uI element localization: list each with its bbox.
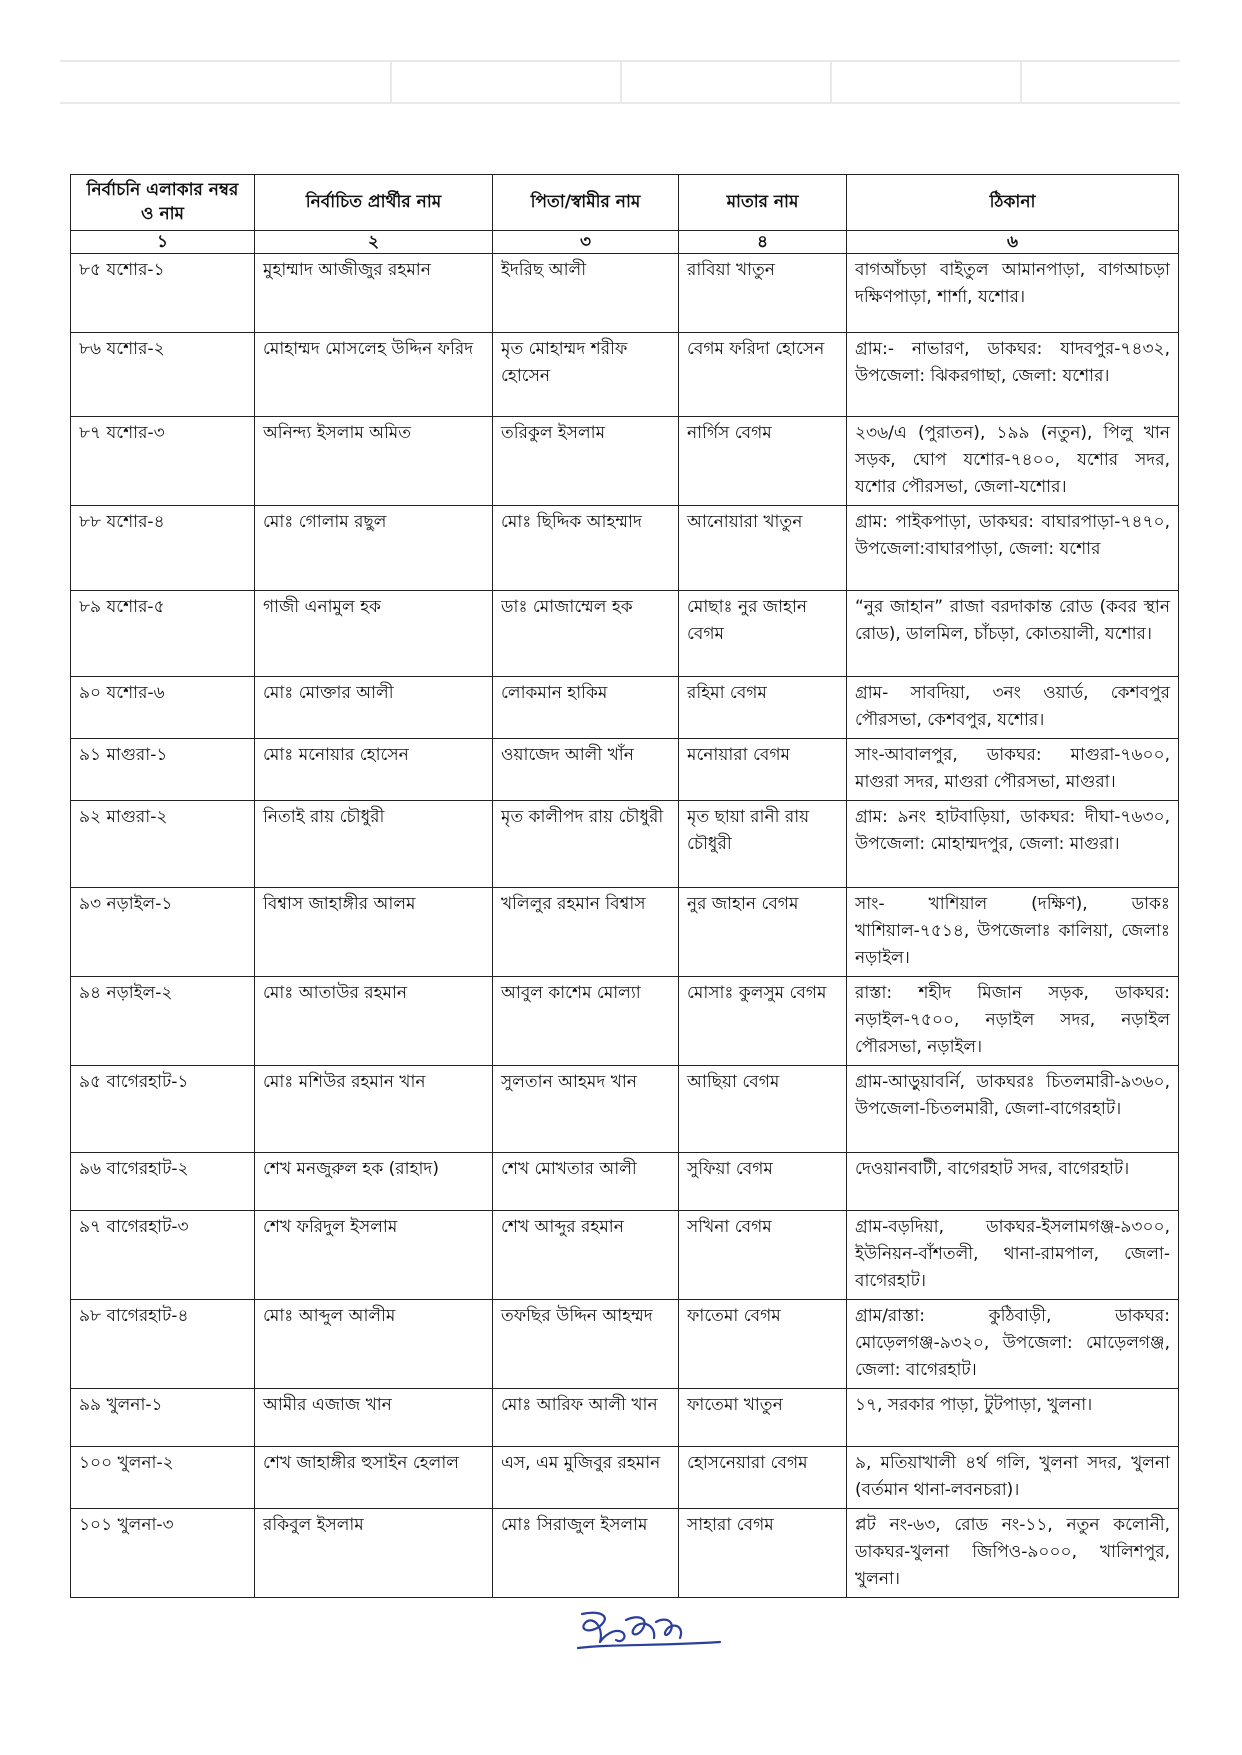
mother-cell: রাবিয়া খাতুন [679,254,847,333]
father-cell: লোকমান হাকিম [493,677,679,739]
column-number: ৬ [847,231,1179,254]
candidate-cell: নিতাই রায় চৌধুরী [255,801,493,888]
header-father: পিতা/স্বামীর নাম [493,175,679,231]
signature-drawing [570,1608,730,1660]
candidate-cell: আমীর এজাজ খান [255,1389,493,1447]
table-row [71,977,1179,1066]
address-cell: ৯, মতিয়াখালী ৪র্থ গলি, খুলনা সদর, খুলনা (বর্তমান থানা-লবনচরা)। [847,1447,1179,1509]
address-cell: প্লট নং-৬৩, রোড নং-১১, নতুন কলোনী, ডাকঘর-খুলনা জিপিও-৯০০০, খালিশপুর, খুলনা। [847,1509,1179,1598]
table-row [71,506,1179,591]
area-cell: ৯৬ বাগেরহাট-২ [71,1153,255,1211]
address-cell: বাগআঁচড়া বাইতুল আমানপাড়া, বাগআচড়া দক্ষিণপাড়া, শার্শা, যশোর। [847,254,1179,333]
address-cell: সাং- খাশিয়াল (দক্ষিণ), ডাকঃ খাশিয়াল-৭৫১৪, উপজেলাঃ কালিয়া, জেলাঃ নড়াইল। [847,888,1179,977]
table-row [71,677,1179,739]
area-cell: ১০০ খুলনা-২ [71,1447,255,1509]
father-cell: মৃত মোহাম্মদ শরীফ হোসেন [493,333,679,417]
area-cell: ৯২ মাগুরা-২ [71,801,255,888]
mother-cell: সখিনা বেগম [679,1211,847,1300]
father-cell: এস, এম মুজিবুর রহমান [493,1447,679,1509]
table-row [71,254,1179,333]
candidate-cell: মোঃ মশিউর রহমান খান [255,1066,493,1153]
mother-cell: মৃত ছায়া রানী রায় চৌধুরী [679,801,847,888]
father-cell: ডাঃ মোজাম্মেল হক [493,591,679,677]
address-cell: গ্রাম-আড়ুয়াবর্নি, ডাকঘরঃ চিতলমারী-৯৩৬০, উপজেলা-চিতলমারী, জেলা-বাগেরহাট। [847,1066,1179,1153]
address-cell: গ্রাম/রাস্তা: কুঠিবাড়ী, ডাকঘর: মোড়েলগঞ্জ-৯৩২০, উপজেলা: মোড়েলগঞ্জ, জেলা: বাগেরহাট। [847,1300,1179,1389]
mother-cell: সুফিয়া বেগম [679,1153,847,1211]
address-cell: সাং-আবালপুর, ডাকঘর: মাগুরা-৭৬০০, মাগুরা সদর, মাগুরা পৌরসভা, মাগুরা। [847,739,1179,801]
address-cell: দেওয়ানবাটী, বাগেরহাট সদর, বাগেরহাট। [847,1153,1179,1211]
candidate-cell: মোঃ আব্দুল আলীম [255,1300,493,1389]
address-cell: গ্রাম: ৯নং হাটবাড়িয়া, ডাকঘর: দীঘা-৭৬৩০, উপজেলা: মোহাম্মদপুর, জেলা: মাগুরা। [847,801,1179,888]
area-cell: ৮৮ যশোর-৪ [71,506,255,591]
column-number: ৩ [493,231,679,254]
area-cell: ৯০ যশোর-৬ [71,677,255,739]
table-row [71,1066,1179,1153]
mother-cell: ফাতেমা বেগম [679,1300,847,1389]
header-mother: মাতার নাম [679,175,847,231]
table-row [71,591,1179,677]
father-cell: মোঃ ছিদ্দিক আহম্মাদ [493,506,679,591]
mother-cell: নার্গিস বেগম [679,417,847,506]
mp-list-table [70,174,1179,1598]
mother-cell: মনোয়ারা বেগম [679,739,847,801]
header-candidate: নির্বাচিত প্রার্থীর নাম [255,175,493,231]
area-cell: ৯৮ বাগেরহাট-৪ [71,1300,255,1389]
table-row [71,1447,1179,1509]
address-cell: গ্রাম:- নাভারণ, ডাকঘর: যাদবপুর-৭৪৩২, উপজেলা: ঝিকরগাছা, জেলা: যশোর। [847,333,1179,417]
address-cell: গ্রাম- সাবদিয়া, ৩নং ওয়ার্ড, কেশবপুর পৌরসভা, কেশবপুর, যশোর। [847,677,1179,739]
header-row [71,175,1179,231]
mother-cell: বেগম ফরিদা হোসেন [679,333,847,417]
father-cell: সুলতান আহমদ খান [493,1066,679,1153]
father-cell: আবুল কাশেম মোল্যা [493,977,679,1066]
father-cell: খলিলুর রহমান বিশ্বাস [493,888,679,977]
address-cell: গ্রাম: পাইকপাড়া, ডাকঘর: বাঘারপাড়া-৭৪৭০, উপজেলা:বাঘারপাড়া, জেলা: যশোর [847,506,1179,591]
candidate-cell: শেখ মনজুরুল হক (রাহাদ) [255,1153,493,1211]
father-cell: তফছির উদ্দিন আহম্মদ [493,1300,679,1389]
mother-cell: হোসনেয়ারা বেগম [679,1447,847,1509]
father-cell: শেখ আব্দুর রহমান [493,1211,679,1300]
table-row [71,801,1179,888]
mother-cell: সাহারা বেগম [679,1509,847,1598]
header-address: ঠিকানা [847,175,1179,231]
mother-cell: নুর জাহান বেগম [679,888,847,977]
mother-cell: মোছাঃ নুর জাহান বেগম [679,591,847,677]
father-cell: ওয়াজেদ আলী খাঁন [493,739,679,801]
table-row [71,1300,1179,1389]
column-number: ২ [255,231,493,254]
father-cell: মোঃ সিরাজুল ইসলাম [493,1509,679,1598]
mother-cell: আনোয়ারা খাতুন [679,506,847,591]
area-cell: ৯৭ বাগেরহাট-৩ [71,1211,255,1300]
address-cell: গ্রাম-বড়দিয়া, ডাকঘর-ইসলামগঞ্জ-৯৩০০, ইউনিয়ন-বাঁশতলী, থানা-রামপাল, জেলা-বাগেরহাট। [847,1211,1179,1300]
table-row [71,417,1179,506]
column-number: ১ [71,231,255,254]
candidate-cell: রকিবুল ইসলাম [255,1509,493,1598]
father-cell: শেখ মোখতার আলী [493,1153,679,1211]
area-cell: ৯৯ খুলনা-১ [71,1389,255,1447]
address-cell: রাস্তা: শহীদ মিজান সড়ক, ডাকঘর: নড়াইল-৭৫০০, নড়াইল সদর, নড়াইল পৌরসভা, নড়াইল। [847,977,1179,1066]
area-cell: ৯৩ নড়াইল-১ [71,888,255,977]
candidate-cell: গাজী এনামুল হক [255,591,493,677]
mother-cell: রহিমা বেগম [679,677,847,739]
table-row [71,1389,1179,1447]
father-cell: ইদরিছ আলী [493,254,679,333]
candidate-cell: শেখ জাহাঙ্গীর হুসাইন হেলাল [255,1447,493,1509]
area-cell: ৮৬ যশোর-২ [71,333,255,417]
address-cell: “নুর জাহান” রাজা বরদাকান্ত রোড (কবর স্থান রোড), ডালমিল, চাঁচড়া, কোতয়ালী, যশোর। [847,591,1179,677]
mother-cell: ফাতেমা খাতুন [679,1389,847,1447]
bleed-through-lines [60,40,1190,160]
table-row [71,1153,1179,1211]
candidate-cell: বিশ্বাস জাহাঙ্গীর আলম [255,888,493,977]
father-cell: মৃত কালীপদ রায় চৌধুরী [493,801,679,888]
father-cell: তরিকুল ইসলাম [493,417,679,506]
candidate-cell: মোঃ মোক্তার আলী [255,677,493,739]
area-cell: ৯৫ বাগেরহাট-১ [71,1066,255,1153]
table-row [71,888,1179,977]
area-cell: ৮৫ যশোর-১ [71,254,255,333]
father-cell: মোঃ আরিফ আলী খান [493,1389,679,1447]
signature-strokes [578,1613,720,1648]
candidate-cell: মোঃ গোলাম রছুল [255,506,493,591]
column-number-row [71,231,1179,254]
mother-cell: আছিয়া বেগম [679,1066,847,1153]
mother-cell: মোসাঃ কুলসুম বেগম [679,977,847,1066]
table-row [71,1211,1179,1300]
area-cell: ৮৭ যশোর-৩ [71,417,255,506]
table-row [71,333,1179,417]
column-number: ৪ [679,231,847,254]
address-cell: ১৭, সরকার পাড়া, টুটপাড়া, খুলনা। [847,1389,1179,1447]
candidate-cell: মুহাম্মাদ আজীজুর রহমান [255,254,493,333]
area-cell: ৯৪ নড়াইল-২ [71,977,255,1066]
candidate-cell: মোহাম্মদ মোসলেহ উদ্দিন ফরিদ [255,333,493,417]
area-cell: ১০১ খুলনা-৩ [71,1509,255,1598]
candidate-cell: মোঃ আতাউর রহমান [255,977,493,1066]
candidate-cell: অনিন্দ্য ইসলাম অমিত [255,417,493,506]
area-cell: ৮৯ যশোর-৫ [71,591,255,677]
header-area: নির্বাচনি এলাকার নম্বর ও নাম [71,175,255,231]
table-row [71,1509,1179,1598]
candidate-cell: শেখ ফরিদুল ইসলাম [255,1211,493,1300]
area-cell: ৯১ মাগুরা-১ [71,739,255,801]
candidate-cell: মোঃ মনোয়ার হোসেন [255,739,493,801]
address-cell: ২৩৬/এ (পুরাতন), ১৯৯ (নতুন), পিলু খান সড়ক, ঘোপ যশোর-৭৪০০, যশোর সদর, যশোর পৌরসভা, জেলা-যশোর। [847,417,1179,506]
table-row [71,739,1179,801]
